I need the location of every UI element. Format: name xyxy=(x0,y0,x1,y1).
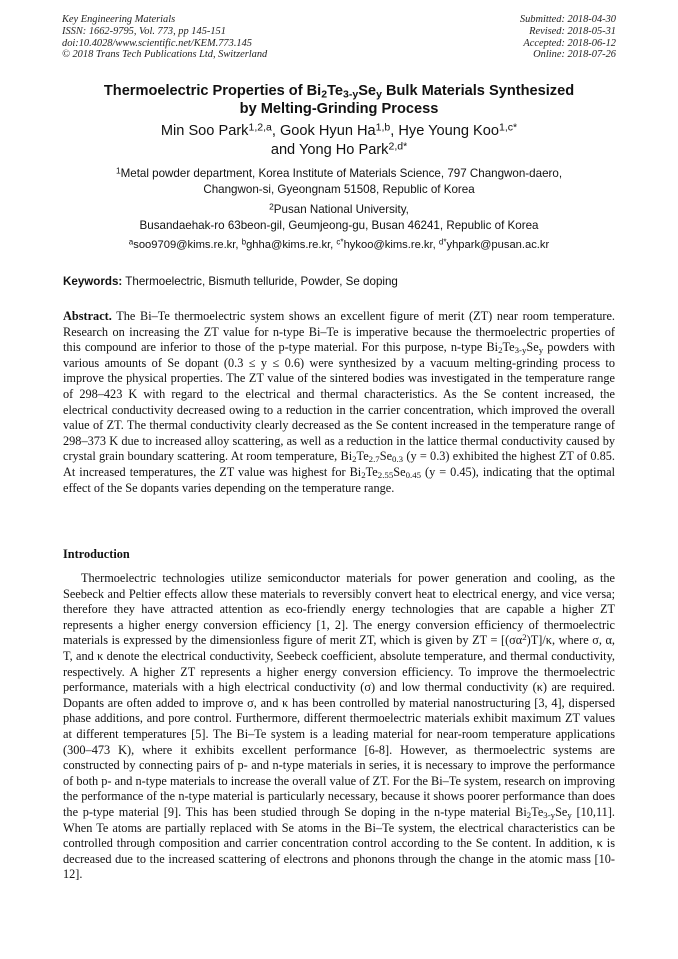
issn-line: ISSN: 1662-9795, Vol. 773, pp 145-151 xyxy=(62,25,226,37)
abstract: Abstract. The Bi–Te thermoelectric system shows an excellent figure of merit (ZT) near room temperature. Research on increasing the ZT value for n-type Bi–Te is imperative because the thermoelectric properties of this compound are inferior to those of the p-type material. For this purpose, n-type $Bi_2Te_{3-y}Se_y$ powders with various amounts of Se dopant (0.3 ≤ y ≤ 0.6) were synthesized by a vacuum melting-grinding process to improve the physical properties. The ZT value of the sintered bodies was investigated in the temperature range of 298–423 K with regard to the electrical and thermal characteristics. As the Se content increased, the electrical conductivity decreased owing to a reduction in the carrier concentration, which improved the overall value of ZT. The thermal conductivity clearly decreased as the Se content increased in the temperature range of 298–373 K due to increased alloy scattering, as well as a reduction in the lattice thermal conductivity caused by crystal grain boundary scattering. At room temperature, $Bi_2Te_{2.7}Se_{0.3}$ (y = 0.3) exhibited the highest ZT of 0.85. At increased temperatures, the ZT value was highest for $Bi_2Te_{2.55}Se_{0.45}$ (y = 0.45), indicating that the optimal effect of the Se dopants varies depending on the temperature range. xyxy=(63,309,616,495)
keywords xyxy=(63,274,623,289)
section-heading-introduction: Introduction xyxy=(63,547,130,561)
author-name: and Yong Ho Park xyxy=(270,142,389,158)
email-link[interactable]: hykoo@kims.re.kr, xyxy=(343,239,439,251)
online-date: Online: 2018-07-26 xyxy=(533,49,616,61)
journal-name: Key Engineering Materials xyxy=(62,14,176,25)
revised-date: Revised: 2018-05-31 xyxy=(529,25,616,37)
abstract-label: Abstract. xyxy=(63,309,112,323)
publication-dates xyxy=(520,14,616,61)
journal-info xyxy=(62,14,267,61)
copyright-line: © 2018 Trans Tech Publications Ltd, Switzerland xyxy=(62,49,268,61)
author-name: Min Soo Park xyxy=(160,123,249,139)
affiliation-2: $^2$Pusan National University, Busandaehak-ro 63beon-gil, Geumjeong-gu, Busan 46241, Republic of Korea xyxy=(139,201,539,232)
accepted-date: Accepted: 2018-06-12 xyxy=(523,37,616,49)
author-emails: $^a$soo9709@kims.re.kr, $^b$ghha@kims.re.kr, $^{c*}$hykoo@kims.re.kr, $^{d*}$yhpark@pusan.ac.kr xyxy=(128,237,550,251)
author-name: , Hye Young Koo xyxy=(390,123,500,139)
submitted-date: Submitted: 2018-04-30 xyxy=(519,14,616,25)
email-link[interactable]: soo9709@kims.re.kr, xyxy=(133,239,242,251)
author-name: , Gook Hyun Ha xyxy=(271,123,376,139)
affiliation-1: $^1$Metal powder department, Korea Institute of Materials Science, 797 Changwon-daero, Changwon-si, Gyeongnam 51508, Republic of Korea xyxy=(115,165,563,196)
introduction-paragraph: Thermoelectric technologies utilize semiconductor materials for power generation and cooling, as the Seebeck and Peltier effects allow these materials to reversibly convert heat to electrical energy, and vice versa; therefore they have attracted attention as eco-friendly energy technologies that are capable a higher ZT represents a higher energy conversion efficiency [1, 2]. The energy conversion efficiency of thermoelectric materials is expressed by the dimensionless figure of merit ZT, which is given by ZT = $[(\sigma\alpha^2)T]/\kappa$, where σ, α, T, and κ denote the electrical conductivity, Seebeck coefficient, absolute temperature, and thermal conductivity, respectively. A higher ZT represents a higher energy conversion efficiency. To improve the thermoelectric performance, materials with a high electrical conductivity (σ) and low thermal conductivity (κ) are required. Dopants are often added to improve σ, and κ has been controlled by material nanostructuring [3, 4], dispersed phase additions, and pore control. Furthermore, different thermoelectric materials exhibit maximum ZT values at different temperatures [5]. The Bi–Te system is a leading material for near-room temperature applications (300–473 K), where it exhibits excellent performance [6-8]. However, as thermoelectric systems are constructed by connecting pairs of p- and n-type materials in series, it is necessary to improve the performance of both p- and n-type materials to increase the overall value of ZT. For the Bi–Te system, research on improving the performance of the n-type material is particularly necessary, because it shows poorer performance than does the p-type material [9]. This has been studied through Se doping in the n-type material $Bi_2Te_{3-y}Se_y$ [10,11]. When Te atoms are partially replaced with Se atoms in the Bi–Te system, the electrical characteristics can be controlled through composition and carrier concentration control according to the Se content. In addition, κ is decreased due to the increased scattering of electrons and phonons through the change in the atomic mass [10-12]. xyxy=(63,571,615,882)
email-link[interactable]: ghha@kims.re.kr, xyxy=(246,239,337,251)
author-list: Min Soo Park$^{1,2,a}$, Gook Hyun Ha$^{1,b}$, Hye Young Koo$^{1,c*}$ and Yong Ho Park$^{2,d*}$ xyxy=(160,121,518,158)
email-link[interactable]: yhpark@pusan.ac.kr xyxy=(446,239,550,251)
paper-title: Thermoelectric Properties of $Bi_2Te_{3-y}Se_y$ Bulk Materials Synthesized by Melting-Grinding Process xyxy=(103,83,575,117)
keywords-text: Thermoelectric, Bismuth telluride, Powder, Se doping xyxy=(122,275,398,288)
doi-line: doi:10.4028/www.scientific.net/KEM.773.145 xyxy=(62,37,252,49)
keywords-label: Keywords: xyxy=(63,275,123,288)
